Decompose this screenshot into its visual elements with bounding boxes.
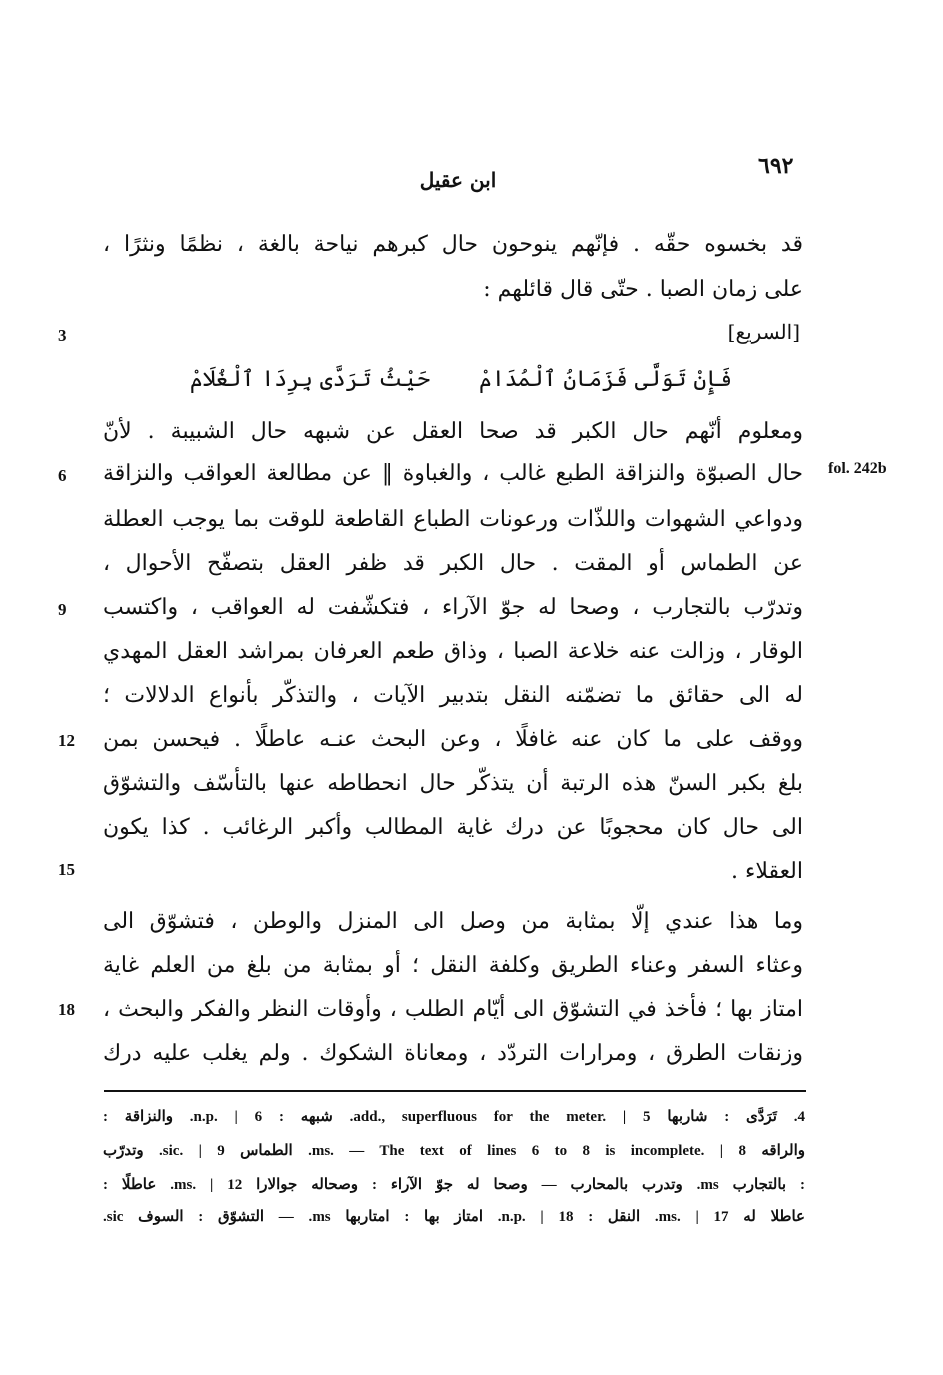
footnote-rule — [104, 1090, 806, 1092]
text-line: عن الطماس أو المقت . حال الكبر قد ظفر العقل بتصفّح الأحوال ، — [103, 551, 803, 576]
footnote-line: عاطلا له ms. | 17. النقل : n.p. | 18. امتاز بها : امتاربها ms. — التشوّق : السوف sic. — [103, 1209, 805, 1225]
text-line: على زمان الصبا . حتّى قال قائلهم : — [483, 277, 803, 302]
text-line: له الى حقائق ما تضمّنه النقل بتدبير الآيات ، والتذكّر بأنواع الدلالات ؛ — [103, 683, 803, 708]
text-line: ووقف على ما كان عنه غافلًا ، وعن البحث عنـه عاطلًا . فيحسن بمن — [103, 727, 803, 752]
line-number: 15 — [58, 860, 75, 879]
text-line: وما هذا عندي إلّا بمثابة من وصل الى المنزل والوطن ، فتشوّق الى — [103, 909, 803, 934]
footnote-line: 4. تَرَدَّى : شاربها add., superfluous for the meter. | 5. شبهه : n.p. | 6. والنزاقة : — [103, 1109, 805, 1125]
text-line: وتدرّب بالتجارب ، وصحا له جوّ الآراء ، فتكشّفت له العواقب ، واكتسب — [103, 595, 803, 620]
folio-margin-note: fol. 242b — [828, 460, 887, 477]
footnote-line: والراقه ms. — The text of lines 6 to 8 is incomplete. | 8. الطماس sic. | 9. وتدرّب — [103, 1143, 805, 1159]
footnote-line: : بالتجارب ms. وتدرب بالمحارب — وصحا له جوّ الآراء : وصحاله جوالارا ms. | 12. عاطلًا : — [103, 1177, 805, 1193]
line-number: 12 — [58, 731, 75, 750]
line-number: 6 — [58, 466, 67, 485]
text-line: ومعلوم أنّهم حال الكبر قد صحا العقل عن شبهه حال الشبيبة . لأنّ — [103, 419, 803, 444]
text-line: العقلاء . — [730, 859, 803, 884]
verse-hemistich-second: حَيْثُ تَرَدَّى بِرِدَا ٱلْغُلَامْ — [189, 367, 430, 392]
page-number: ٦٩٢ — [758, 153, 794, 179]
running-head: ابن عقيل — [419, 168, 497, 192]
text-line: امتاز بها ؛ فأخذ في التشوّق الى أيّام الطلب ، وأوقات النظر والفكر والبحث ، — [103, 997, 803, 1022]
text-line: الوقار ، وزالت عنه خلاعة الصبا ، وذاق طعم العرفان بمراشد العقل المهدي — [103, 639, 803, 664]
line-number: 9 — [58, 600, 67, 619]
verse-hemistich-first: فَإِنْ تَوَلَّى فَزَمَانُ ٱلْمُدَامْ — [478, 367, 732, 392]
text-line: قد بخسوه حقّه . فإنّهم ينوحون حال كبرهم نياحة بالغة ، نظمًا ونثرًا ، — [103, 232, 803, 257]
line-number: 3 — [58, 326, 67, 345]
line-number: 18 — [58, 1000, 75, 1019]
text-line: وزنقات الطرق ، ومرارات التردّد ، ومعاناة الشكوك . ولم يغلب عليه درك — [103, 1041, 803, 1066]
text-line: الى حال كان محجوبًا عن درك غاية المطالب وأكبر الرغائب . كذا يكون — [103, 815, 803, 840]
text-line: حال الصبوّة والنزاقة الطبع غالب ، والغباوة ‖ عن مطالعة العواقب والنزاقة — [103, 461, 803, 486]
text-line: بلغ بكبر السنّ هذه الرتبة أن يتذكّر حال انحطاطه عنها بالتأسّف والتشوّق — [103, 771, 803, 796]
text-line: ودواعي الشهوات واللذّات ورعونات الطباع القاطعة للوقت بما يوجب العطلة — [103, 507, 803, 532]
meter-label: [السريع] — [727, 320, 800, 344]
text-line: وعثاء السفر وعناء الطريق وكلفة النقل ؛ أو بمثابة من بلغ من العلم غاية — [103, 953, 803, 978]
